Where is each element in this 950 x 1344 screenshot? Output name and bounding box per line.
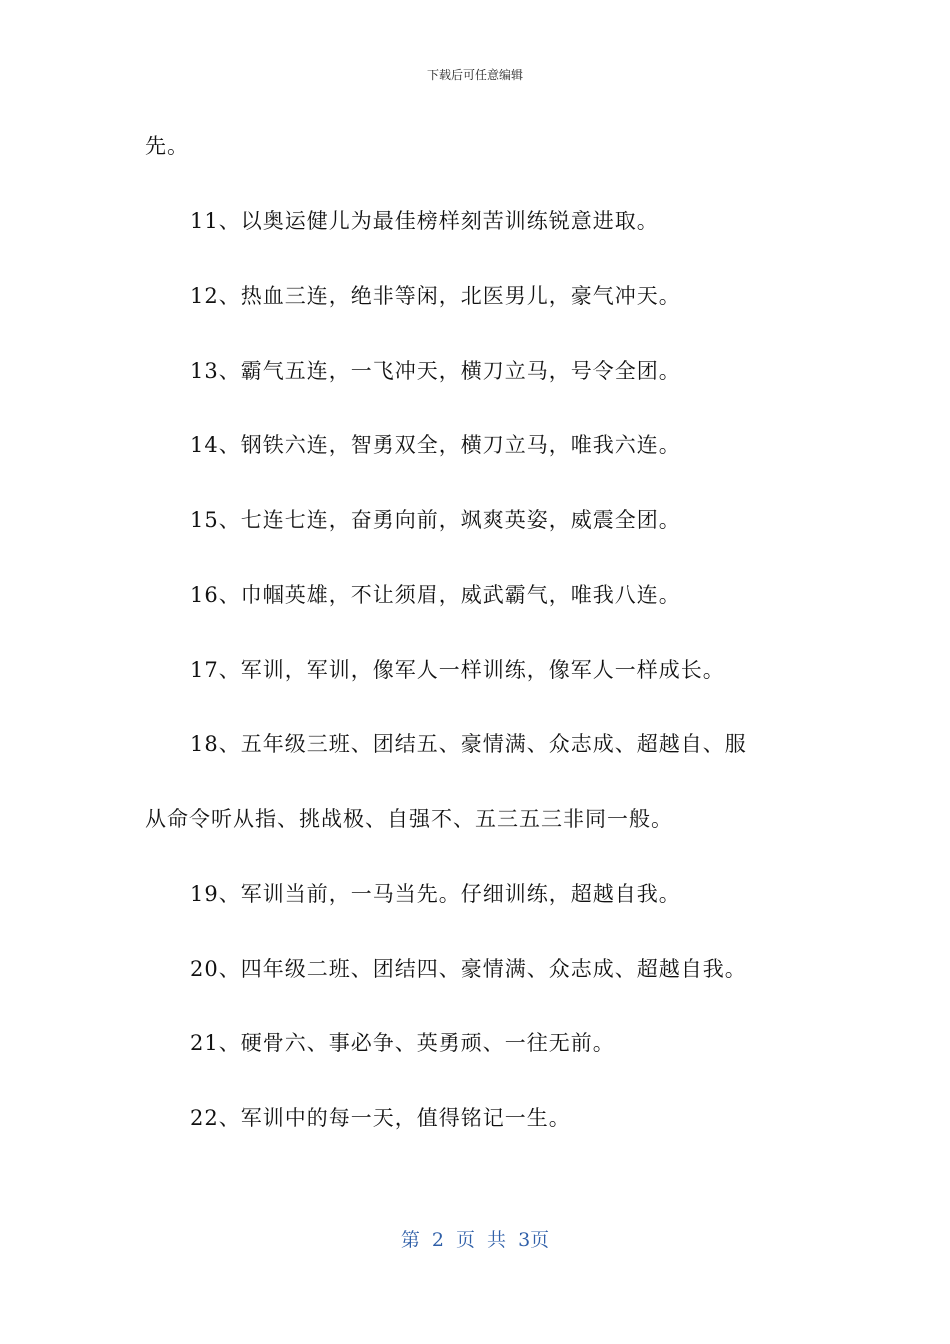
slogan-20: 20、四年级二班、团结四、豪情满、众志成、超越自我。	[190, 957, 747, 981]
slogan-14: 14、钢铁六连，智勇双全，横刀立马，唯我六连。	[190, 433, 681, 457]
slogan-18-continued: 从命令听从指、挑战极、自强不、五三五三非同一般。	[145, 807, 673, 831]
slogan-16: 16、巾帼英雄，不让须眉，威武霸气，唯我八连。	[190, 583, 681, 607]
slogan-15: 15、七连七连，奋勇向前，飒爽英姿，威震全团。	[190, 508, 681, 532]
slogan-12: 12、热血三连，绝非等闲，北医男儿，豪气冲天。	[190, 284, 681, 308]
page-header: 下载后可任意编辑	[426, 68, 523, 82]
slogan-21: 21、硬骨六、事必争、英勇顽、一往无前。	[190, 1031, 615, 1055]
slogan-13: 13、霸气五连，一飞冲天，横刀立马，号令全团。	[190, 359, 681, 383]
paragraph-line: 先。	[145, 134, 189, 158]
page-number: 第 2 页 共 3页	[400, 1229, 550, 1251]
slogan-17: 17、军训，军训，像军人一样训练，像军人一样成长。	[190, 658, 725, 682]
slogan-18: 18、五年级三班、团结五、豪情满、众志成、超越自、服	[190, 732, 747, 756]
slogan-19: 19、军训当前，一马当先。仔细训练，超越自我。	[190, 882, 681, 906]
slogan-22: 22、军训中的每一天，值得铭记一生。	[190, 1106, 571, 1130]
slogan-11: 11、以奥运健儿为最佳榜样刻苦训练锐意进取。	[190, 209, 659, 233]
